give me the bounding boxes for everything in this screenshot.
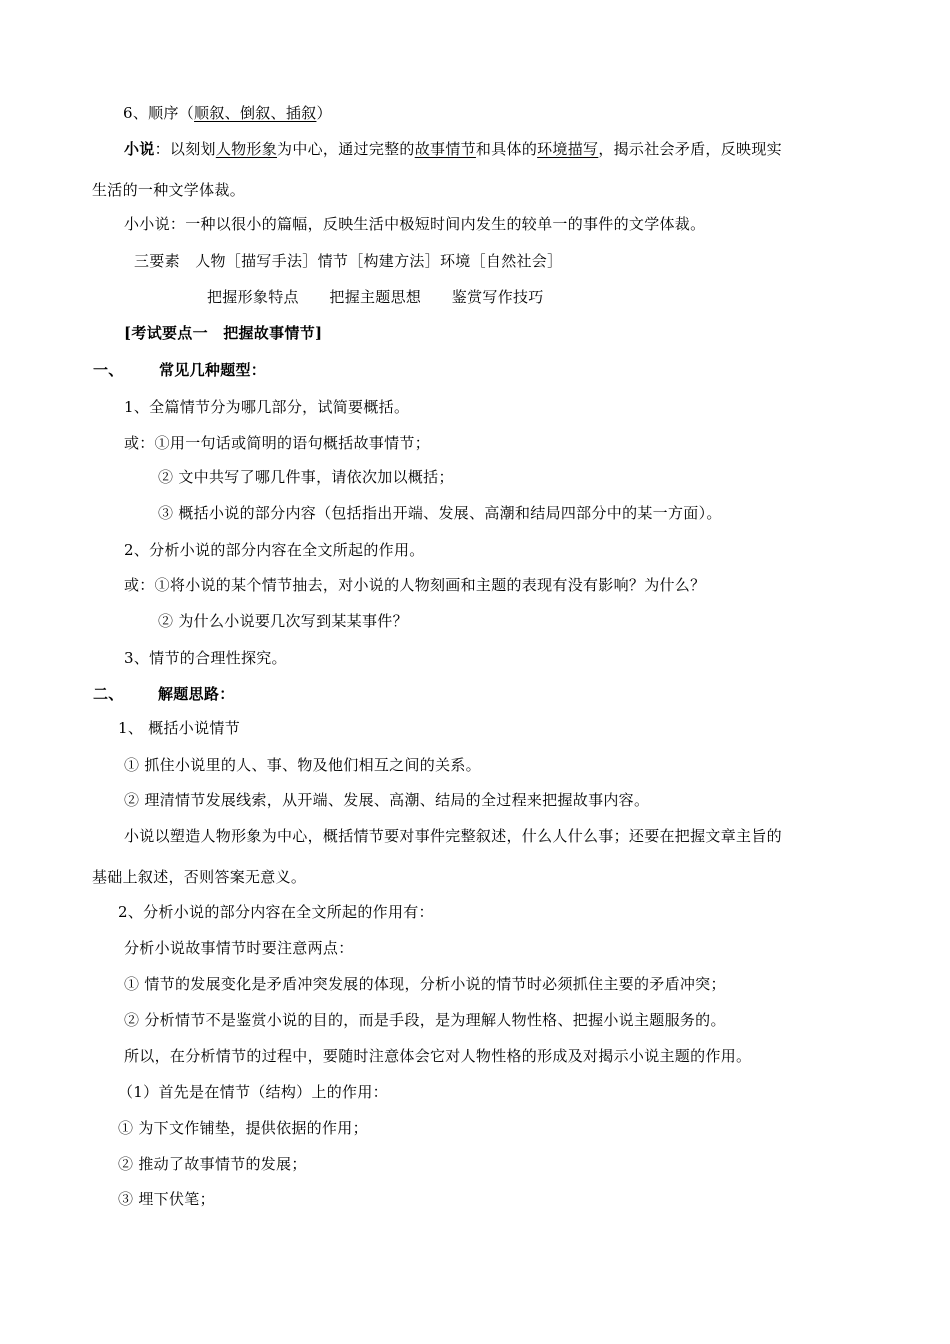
line-idea-2-summary: 所以，在分析情节的过程中，要随时注意体会它对人物性格的形成及对揭示小说主题的作用。 <box>124 1047 752 1065</box>
line-idea-1-explain-cont: 基础上叙述，否则答案无意义。 <box>92 868 307 886</box>
line-q2-or-1: 或：①将小说的某个情节抽去，对小说的人物刻画和主题的表现有没有影响？为什么？ <box>124 576 706 594</box>
order-types-underlined: 顺叙、倒叙、插叙 <box>194 104 317 122</box>
underline-plot: 故事情节 <box>414 140 476 158</box>
line-idea-1: 1、 概括小说情节 <box>118 719 241 737</box>
heading-solving-ideas <box>93 684 235 704</box>
order-close: ） <box>316 104 332 122</box>
underline-character: 人物形象 <box>215 140 278 158</box>
line-idea-2: 2、分析小说的部分内容在全文所起的作用有： <box>118 903 434 921</box>
line-role-2: ② 推动了故事情节的发展； <box>118 1155 307 1173</box>
line-idea-2-b: ② 分析情节不是鉴赏小说的目的，而是手段，是为理解人物性格、把握小说主题服务的。 <box>124 1011 726 1029</box>
line-q1-or-2: ② 文中共写了哪几件事，请依次加以概括； <box>158 468 454 486</box>
heading-number-2: 二、 <box>93 685 124 703</box>
line-three-elements: 三要素 人物［描写手法］情节［构建方法］环境［自然社会］ <box>134 252 563 270</box>
line-q1-or-1: 或：①用一句话或简明的语句概括故事情节； <box>124 434 431 452</box>
novel-term: 小说 <box>124 140 155 158</box>
line-q1-or-3: ③ 概括小说的部分内容（包括指出开端、发展、高潮和结局四部分中的某一方面）。 <box>158 504 722 522</box>
line-grasp-points: 把握形象特点 把握主题思想 鉴赏写作技巧 <box>207 288 544 306</box>
novel-text-2: 为中心，通过完整的 <box>277 140 415 158</box>
line-idea-1-explain: 小说以塑造人物形象为中心，概括情节要对事件完整叙述，什么人什么事；还要在把握文章主旨的 <box>124 827 782 845</box>
novel-text-1: ：以刻划 <box>154 140 216 158</box>
section-heading-exam-point: [考试要点一 把握故事情节] <box>124 324 323 342</box>
order-label: 6、顺序（ <box>123 104 195 122</box>
line-idea-1-a: ① 抓住小说里的人、事、物及他们相互之间的关系。 <box>124 756 481 774</box>
heading-number-1: 一、 <box>93 361 124 379</box>
line-idea-2-a: ① 情节的发展变化是矛盾冲突发展的体现，分析小说的情节时必须抓住主要的矛盾冲突； <box>124 975 726 993</box>
line-order <box>123 103 332 123</box>
underline-environment: 环境描写 <box>537 140 599 158</box>
heading-text-2: 解题思路： <box>158 685 235 703</box>
line-idea-1-b: ② 理清情节发展线索，从开端、发展、高潮、结局的全过程来把握故事内容。 <box>124 791 650 809</box>
heading-question-types <box>93 360 266 380</box>
line-q2: 2、分析小说的部分内容在全文所起的作用。 <box>124 541 425 559</box>
line-novel-definition-cont: 生活的一种文学体裁。 <box>92 181 246 199</box>
line-role-1: ① 为下文作铺垫，提供依据的作用； <box>118 1119 368 1137</box>
line-q1: 1、全篇情节分为哪几部分，试简要概括。 <box>124 398 410 416</box>
novel-text-3: 和具体的 <box>475 140 538 158</box>
line-structure-role: （1）首先是在情节（结构）上的作用： <box>118 1083 388 1101</box>
line-short-story: 小小说：一种以很小的篇幅，反映生活中极短时间内发生的较单一的事件的文学体裁。 <box>124 215 706 233</box>
heading-text-1: 常见几种题型： <box>159 361 267 379</box>
line-q2-or-2: ② 为什么小说要几次写到某某事件？ <box>158 612 408 630</box>
line-idea-2-note: 分析小说故事情节时要注意两点： <box>124 939 354 957</box>
line-role-3: ③ 埋下伏笔； <box>118 1190 215 1208</box>
line-novel-definition <box>124 139 782 159</box>
novel-text-4: ，揭示社会矛盾，反映现实 <box>598 140 782 158</box>
line-q3: 3、情节的合理性探究。 <box>124 649 287 667</box>
